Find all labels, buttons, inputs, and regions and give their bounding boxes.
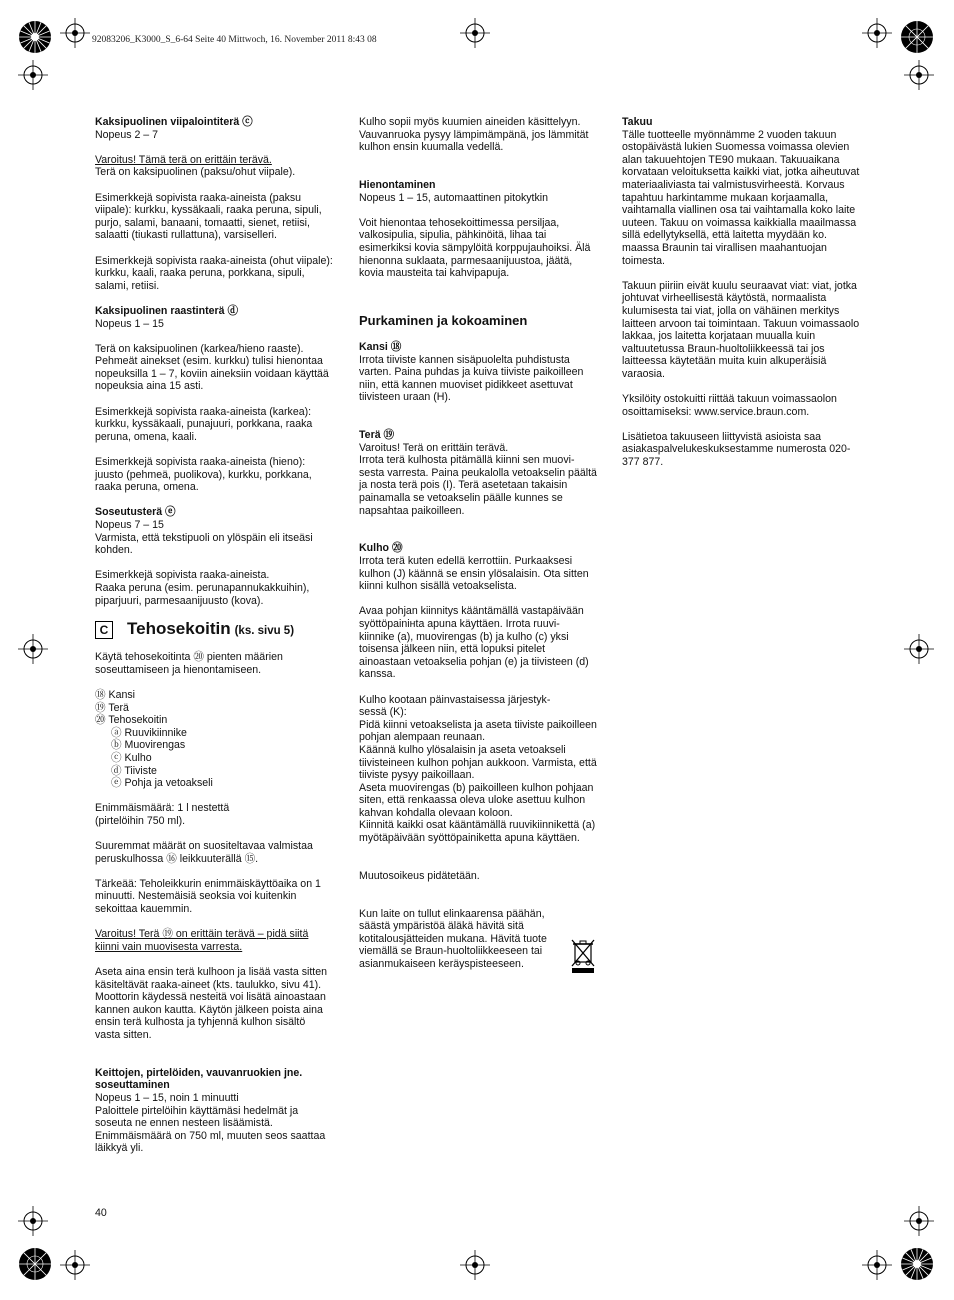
speed-text: Nopeus 1 – 15, noin 1 minuutti <box>95 1091 239 1104</box>
body-text: Irrota terä kuten edellä kerrottiin. Purkaaksesi kulhon (J) käännä se ensin ylösalaisin. Ota sitten kiinni kulhon sisällä vetoakselista. <box>359 555 589 593</box>
registration-mark-icon <box>60 18 90 48</box>
body-text: Kulho kootaan päinvastaisessa järjestyk- sessä (K): Pidä kiinni vetoakselista ja aseta tiiviste paikoilleen pohjan alempaan reunaan. Käännä kulho ylösalaisin ja aseta vetoakseli tiivisteineen kulhon pohjan aukkoon. Varmista, että tiiviste pysyy paikoillaan. Aseta muovirengas (b) paikoilleen kulhon pohjaan siten, että renkaassa oleva uloke asettuu kulhon kahvan kohdalla olevaan koloon. Kiinnitä kaikki osat kääntämällä ruuvikiinnikettä (a) myötäpäivään syöttöpainiketta apuna käyttäen. <box>359 693 597 845</box>
body-text: Suuremmat määrät on suositeltavaa valmistaa peruskulhossa ⑯ leikkuuterällä ⑮. <box>95 840 313 865</box>
registration-mark-icon <box>460 18 490 48</box>
section-title: Takuu <box>622 116 653 128</box>
registration-mark-icon <box>18 1206 48 1236</box>
body-text: Voit hienontaa tehosekoittimessa persiljaa, valkosipulia, sipulia, pähkinöitä, lihaa tai esimerkiksi kovia sämpylöitä korppujauhoiksi. Älä hienonna suklaata, parmesaanijuustoa, jäätä, kovia mausteita tai kahvipapuja. <box>359 216 591 280</box>
body-text: Irrota tiiviste kannen sisäpuolelta puhdistusta varten. Paina puhdas ja kuiva tiiviste paikoilleen niin, että kannen muoviset pidikkeet asettuvat tiivisteen uraan (H). <box>359 353 584 404</box>
column-middle <box>359 116 597 983</box>
body-text: Esimerkkejä sopivista raaka-aineista (karkea): kurkku, kyssäkaali, punajuuri, porkkana, raaka peruna, omena, kaali. <box>95 405 313 443</box>
section-heading-c <box>95 621 333 639</box>
section-title: Kaksipuolinen viipalointiterä ⓒ <box>95 116 253 128</box>
list-item: ⑳ Tehosekoitin <box>95 714 168 727</box>
section-title: Kaksipuolinen raastinterä ⓓ <box>95 304 239 317</box>
list-item: ⑲ Terä <box>95 701 129 714</box>
weee-bin-icon <box>570 938 596 974</box>
speed-text: Nopeus 1 – 15 <box>95 317 164 330</box>
body-text: Paloittele pirtelöihin käyttämäsi hedelmät ja soseuta ne ennen nesteen lisäämistä. Enimmäismäärä on 750 ml, muuten seos saattaa läikkyä yli. <box>95 1104 326 1155</box>
body-text: Enimmäismäärä: 1 l nestettä <box>95 802 230 815</box>
column-left <box>95 116 333 1168</box>
section-title: Terä ⑲ <box>359 429 395 442</box>
body-text: Raaka peruna (esim. perunapannukakkuihin), piparjuuri, parmesaanijuusto (kova). <box>95 581 310 607</box>
body-text: Esimerkkejä sopivista raaka-aineista. <box>95 569 270 582</box>
body-text: Lisätietoa takuuseen liittyvistä asioista saa asiakaspalvelukeskuksestamme numerosta 020-377 877. <box>622 430 851 469</box>
body-text: Kulho sopii myös kuumien aineiden käsittelyyn. Vauvanruoka pysyy lämpimämpänä, jos lämmität kulhon ensin kuumalla vedellä. <box>359 116 589 154</box>
body-text: Tälle tuotteelle myönnämme 2 vuoden takuun ostopäivästä lukien Suomessa voimassa olevien alan takuuehtojen TE90 mukaan. Takuuaikana korvataan veloituksetta kaikki viat, jotka aiheutuvat materiaaliviasta tai valmistusvirheestä. Korvaus tapahtuu harkintamme mukaan korjaamalla, vaihtamalla viallinen osa tai vaihtamalla koko laite uuteen. Takuu on voimassa kaikkialla maailmassa sillä edellytyksellä, että laitetta myydään ko. maassa Braunin tai virallisen maahantuojan toimesta. <box>622 128 860 267</box>
section-title: Soseutusterä ⓔ <box>95 506 176 519</box>
list-item: ⑱ Kansi <box>95 688 136 701</box>
registration-mark-icon <box>460 1250 490 1280</box>
list-item: ⓓ Tiiviste <box>111 764 157 777</box>
body-text: Esimerkkejä sopivista raaka-aineista (paksu viipale): kurkku, kyssäkaali, raaka peruna, sipuli, purjo, salami, banaani, tomaatti, sienet, retiisi, salaatti (tiukasti rullattuna), varsiselleri. <box>95 191 322 242</box>
column-right <box>622 116 860 481</box>
speed-text: Nopeus 7 – 15 <box>95 519 164 531</box>
body-text: Tärkeää: Teholeikkurin enimmäiskäyttöaika on 1 minuutti. Nestemäisiä seoksia voi kuitenkin sekoittaa kauemmin. <box>95 877 321 916</box>
print-slug: 92083206_K3000_S_6-64 Seite 40 Mittwoch, 16. November 2011 8:43 08 <box>92 35 377 45</box>
parts-list <box>95 689 333 790</box>
speed-text: Nopeus 2 – 7 <box>95 128 159 141</box>
section-title: Hienontaminen <box>359 178 436 191</box>
body-text: Aseta aina ensin terä kulhoon ja lisää vasta sitten käsiteltävät raaka-aineet (kts. taulukko, sivu 41). Moottorin käydessä nesteitä voi lisätä ainoastaan kannen aukon kautta. Käytön jälkeen poista aina ensin terä kulhosta ja tyhjennä kulhon sisältö vasta sitten. <box>95 966 328 1041</box>
section-title: Kulho ⑳ <box>359 542 403 555</box>
registration-mark-icon <box>904 634 934 664</box>
body-text: (pirtelöihin 750 ml). <box>95 814 186 827</box>
body-text: Käytä tehosekoitinta ⑳ pienten määrien soseuttamiseen ja hienontamiseen. <box>95 651 283 676</box>
color-wheel-icon <box>18 20 52 54</box>
list-item: ⓑ Muovirengas <box>111 739 186 752</box>
warning-text: Varoitus! Tämä terä on erittäin terävä. <box>95 153 272 166</box>
body-text: Terä on kaksipuolinen (karkea/hieno raaste). Pehmeät ainekset (esim. kurkku) tulisi hienontaa nopeuksilla 1 – 7, koviin aineksiin voidaan käyttää nopeuksia aina 15 asti. <box>95 342 329 393</box>
registration-mark-icon <box>904 1206 934 1236</box>
speed-text: Nopeus 1 – 15, automaattinen pitokytkin <box>359 191 549 204</box>
body-text: Muutosoikeus pidätetään. <box>359 869 480 882</box>
color-wheel-icon <box>900 1247 934 1281</box>
warning-text: Varoitus! Terä ⑲ on erittäin terävä – pidä siitä kiinni vain muovisesta varresta. <box>95 928 309 953</box>
body-text: Esimerkkejä sopivista raaka-aineista (ohut viipale): kurkku, kaali, raaka peruna, porkkana, sipuli, salami, retiisi. <box>95 254 333 292</box>
list-item: ⓐ Ruuvikiinnike <box>111 726 187 739</box>
page-number: 40 <box>95 1207 107 1219</box>
body-text: Esimerkkejä sopivista raaka-aineista (hieno): juusto (pehmeä, puolikova), kurkku, porkkana, raaka peruna, omena. <box>95 456 312 494</box>
color-wheel-icon <box>18 1247 52 1281</box>
body-text: Irrota terä kulhosta pitämällä kiinni sen muovi- sesta varresta. Paina peukalolla vetoakselin päältä ja nosta terä pois (I). Terä asetetaan takaisin painamalla se vetoakselin päälle kunnes se napsahtaa paikoilleen. <box>359 454 597 517</box>
section-title-large: Tehosekoitin <box>127 619 231 639</box>
registration-mark-icon <box>18 634 48 664</box>
registration-mark-icon <box>862 18 892 48</box>
section-title: Kansi ⑱ <box>359 340 402 353</box>
body-text: Terä on kaksipuolinen (paksu/ohut viipale). <box>95 166 296 179</box>
registration-mark-icon <box>60 1250 90 1280</box>
body-text: Varmista, että tekstipuoli on ylöspäin eli itseäsi kohden. <box>95 531 313 557</box>
section-heading: Purkaminen ja kokoaminen <box>359 312 528 328</box>
body-text: Yksilöity ostokuitti riittää takuun voimassaolon osoittamiseksi: www.service.braun.com. <box>622 393 837 418</box>
disposal-text: Kun laite on tullut elinkaarensa päähän, säästä ympäristöä äläkä hävitä sitä kotitalousjätteiden mukana. Hävitä tuote viemällä se Braun-huoltoliikkeeseen tai asianmukaiseen keräyspisteeseen. <box>359 907 547 970</box>
registration-mark-icon <box>862 1250 892 1280</box>
list-item: ⓒ Kulho <box>111 751 152 764</box>
body-text: Takuun piiriin eivät kuulu seuraavat viat: viat, jotka johtuvat virheellisestä käytöstä, normaalista kulumisesta tai viat, jolla on vähäinen merkitys laitteen arvoon tai toimintaan. Takuun voimassaolo lakkaa, jos laitetta korjataan muualla kuin valtuutetussa Braun-huoltoliikkeessä tai jos laitteessa käytetään muita kuin alkuperäisiä varaosia. <box>622 279 860 380</box>
list-item: ⓔ Pohja ja vetoakseli <box>111 777 213 790</box>
color-wheel-icon <box>900 20 934 54</box>
section-letter-box: C <box>95 621 113 639</box>
warning-text: Varoitus! Terä on erittäin terävä. <box>359 441 509 454</box>
registration-mark-icon <box>904 60 934 90</box>
section-page-ref: (ks. sivu 5) <box>234 625 295 638</box>
section-title: Keittojen, pirtelöiden, vauvanruokien jne. soseuttaminen <box>95 1066 303 1092</box>
registration-mark-icon <box>18 60 48 90</box>
body-text: Avaa pohjan kiinnitys kääntämällä vastapäivään syöttöpainінta apuna käyttäen. Irrota ruuvi- kiinnike (a), muovirengas (b) ja kulho (c) yksi toisensa jälkeen niin, että lopuksi pitelet ainoastaan vetoakselia pohjan (e) ja tiivisteen (d) kanssa. <box>359 605 589 681</box>
